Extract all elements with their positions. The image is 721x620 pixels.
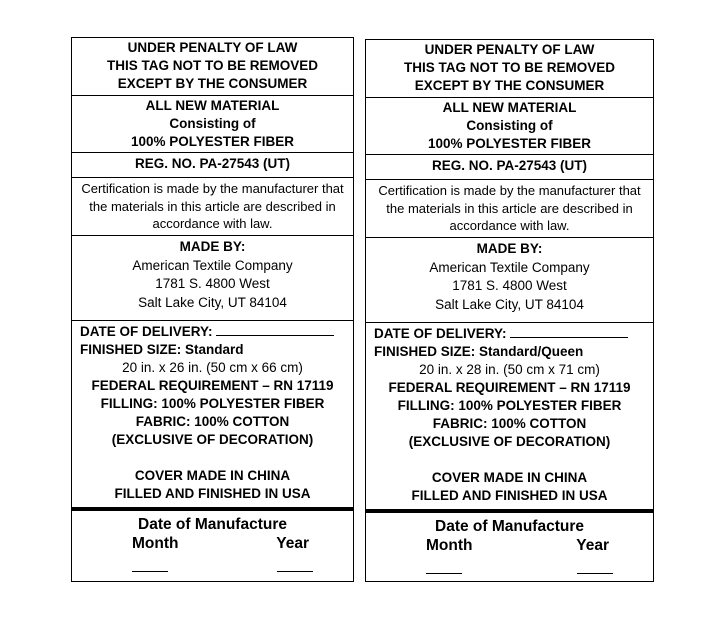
details-section	[72, 321, 353, 503]
certification-line: Certification is made by the manufacturer that	[378, 183, 641, 198]
warning-line: UNDER PENALTY OF LAW	[127, 40, 298, 55]
warning-line: THIS TAG NOT TO BE REMOVED	[106, 58, 318, 73]
month-year-row	[366, 536, 653, 555]
certification-line: the materials in this article are described in	[89, 198, 336, 214]
made-by-label: MADE BY:	[476, 241, 543, 256]
month-label: Month	[426, 537, 473, 554]
delivery-blank[interactable]	[216, 335, 334, 336]
delivery-blank[interactable]	[510, 337, 628, 338]
reg-no: REG. NO. PA-27543 (UT)	[134, 156, 291, 171]
year-label: Year	[576, 537, 609, 554]
material-line: ALL NEW MATERIAL	[145, 98, 280, 113]
certification-section	[366, 180, 653, 238]
certification-line: accordance with law.	[449, 218, 570, 233]
fabric-content: FABRIC: 100% COTTON	[135, 414, 290, 429]
federal-requirement: FEDERAL REQUIREMENT – RN 17119	[91, 378, 334, 393]
law-tag-standard-queen	[365, 39, 654, 582]
reg-no-section	[72, 153, 353, 178]
made-by-section	[72, 236, 353, 321]
reg-no-section	[366, 155, 653, 180]
year-blank[interactable]	[277, 559, 313, 572]
date-of-manufacture-label: Date of Manufacture	[435, 518, 584, 535]
manufacturer-name: American Textile Company	[132, 257, 293, 273]
certification-line: accordance with law.	[152, 216, 273, 231]
size-value: 20 in. x 26 in. (50 cm x 66 cm)	[122, 360, 303, 375]
manufacturer-street: 1781 S. 4800 West	[155, 276, 270, 291]
filled-origin: FILLED AND FINISHED IN USA	[411, 488, 608, 503]
material-line: ALL NEW MATERIAL	[442, 100, 577, 115]
month-label: Month	[132, 535, 179, 552]
material-section	[72, 96, 353, 153]
cover-origin: COVER MADE IN CHINA	[134, 468, 291, 483]
manufacturer-city: Salt Lake City, UT 84104	[435, 296, 584, 312]
filling-content: FILLING: 100% POLYESTER FIBER	[397, 398, 622, 413]
year-label: Year	[276, 535, 309, 552]
manufacturer-name: American Textile Company	[429, 259, 590, 275]
made-by-label: MADE BY:	[179, 239, 246, 254]
warning-line: EXCEPT BY THE CONSUMER	[414, 78, 605, 93]
month-blank[interactable]	[426, 561, 462, 574]
delivery-row	[366, 325, 653, 343]
certification-line: Certification is made by the manufacturer that	[81, 181, 344, 196]
delivery-row	[72, 323, 353, 341]
warning-line: UNDER PENALTY OF LAW	[424, 42, 595, 57]
reg-no: REG. NO. PA-27543 (UT)	[431, 158, 588, 173]
warning-line: EXCEPT BY THE CONSUMER	[117, 76, 308, 91]
month-year-blanks	[366, 561, 653, 574]
size-value: 20 in. x 28 in. (50 cm x 71 cm)	[419, 362, 600, 377]
exclusive-note: (EXCLUSIVE OF DECORATION)	[408, 434, 611, 449]
certification-section	[72, 178, 353, 236]
filled-origin: FILLED AND FINISHED IN USA	[114, 486, 311, 501]
date-of-manufacture-label: Date of Manufacture	[138, 516, 287, 533]
warning-section	[366, 40, 653, 98]
filling-content: FILLING: 100% POLYESTER FIBER	[100, 396, 325, 411]
finished-size-label: FINISHED SIZE: Standard	[80, 342, 244, 357]
fabric-content: FABRIC: 100% COTTON	[432, 416, 587, 431]
month-year-row	[72, 534, 353, 553]
details-section	[366, 323, 653, 505]
exclusive-note: (EXCLUSIVE OF DECORATION)	[111, 432, 314, 447]
material-line: 100% POLYESTER FIBER	[130, 134, 295, 149]
material-line: 100% POLYESTER FIBER	[427, 136, 592, 151]
finished-size-label: FINISHED SIZE: Standard/Queen	[374, 344, 584, 359]
manufacturer-city: Salt Lake City, UT 84104	[138, 294, 287, 310]
federal-requirement: FEDERAL REQUIREMENT – RN 17119	[388, 380, 631, 395]
material-line: Consisting of	[169, 116, 256, 131]
delivery-label: DATE OF DELIVERY:	[80, 324, 213, 339]
delivery-label: DATE OF DELIVERY:	[374, 326, 507, 341]
year-blank[interactable]	[577, 561, 613, 574]
material-line: Consisting of	[466, 118, 553, 133]
made-by-section	[366, 238, 653, 323]
law-tag-standard	[71, 37, 354, 582]
warning-section	[72, 38, 353, 96]
warning-line: THIS TAG NOT TO BE REMOVED	[403, 60, 615, 75]
certification-line: the materials in this article are described in	[386, 200, 633, 216]
month-blank[interactable]	[132, 559, 168, 572]
material-section	[366, 98, 653, 155]
cover-origin: COVER MADE IN CHINA	[431, 470, 588, 485]
manufacturer-street: 1781 S. 4800 West	[452, 278, 567, 293]
month-year-blanks	[72, 559, 353, 572]
